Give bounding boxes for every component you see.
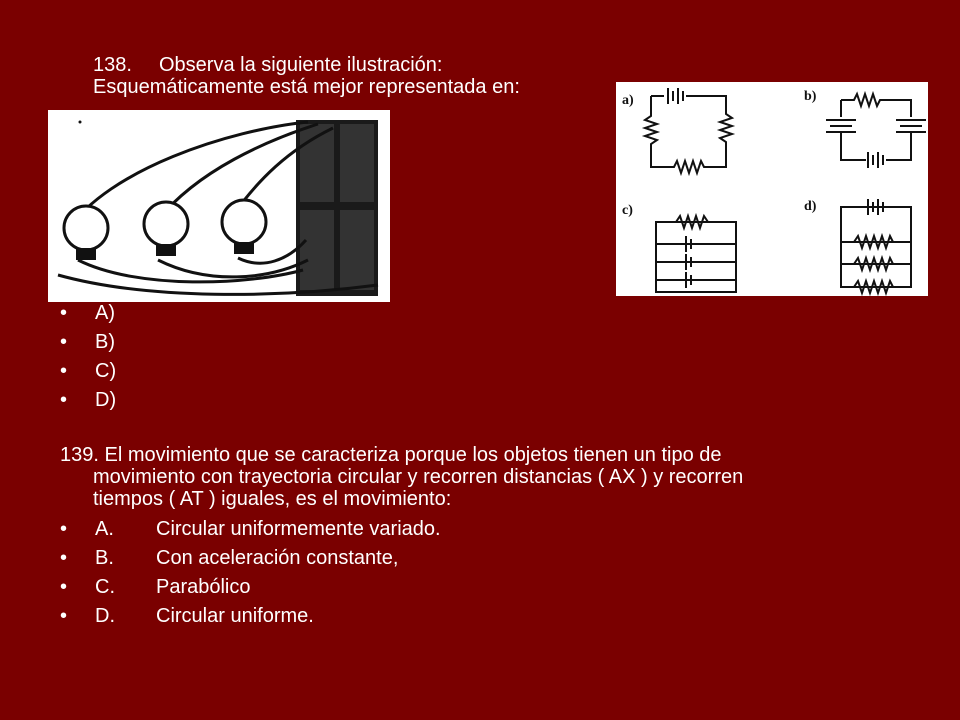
option-item[interactable]	[60, 576, 441, 605]
option-text: Circular uniformemente variado.	[156, 518, 441, 540]
light-bulb	[222, 200, 266, 244]
bullet: •	[60, 302, 68, 324]
question-139-options	[60, 518, 441, 634]
bullet: •	[60, 576, 68, 598]
question-prompt-line2: Esquemáticamente está mejor representada en:	[93, 76, 520, 98]
bullet: •	[60, 389, 68, 411]
option-text: Circular uniforme.	[156, 605, 314, 627]
bullet: •	[60, 360, 68, 382]
option-label: B)	[95, 331, 115, 353]
circuit-label-c: c)	[622, 203, 633, 218]
light-bulb	[64, 206, 108, 250]
option-letter: B.	[95, 547, 114, 569]
circuit-label-d: d)	[804, 199, 817, 214]
question-138-heading	[93, 54, 520, 98]
option-letter: A.	[95, 518, 114, 540]
speck	[79, 121, 82, 124]
option-item[interactable]	[60, 331, 116, 360]
option-item[interactable]	[60, 389, 116, 418]
circuit-diagrams	[616, 82, 928, 296]
question-139-line: tiempos ( AT ) iguales, es el movimiento:	[93, 488, 452, 510]
option-item[interactable]	[60, 360, 116, 389]
option-label: C)	[95, 360, 117, 382]
battery-cell	[300, 210, 334, 290]
bullet: •	[60, 547, 68, 569]
circuit-a-battery	[668, 88, 683, 104]
circuit-a	[645, 96, 732, 173]
bullet: •	[60, 605, 68, 627]
bullet: •	[60, 331, 68, 353]
question-139-line: 139. El movimiento que se caracteriza porque los objetos tienen un tipo de	[60, 444, 722, 466]
option-label: A)	[95, 302, 115, 324]
bulb-base	[76, 248, 96, 260]
option-item[interactable]	[60, 302, 116, 331]
question-139-line: movimiento con trayectoria circular y recorren distancias ( AX ) y recorren	[93, 466, 744, 488]
circuit-options-illustration	[616, 82, 928, 296]
option-item[interactable]	[60, 605, 441, 634]
battery-bulbs-illustration	[48, 110, 390, 302]
question-139-text	[60, 444, 900, 510]
option-letter: C.	[95, 576, 115, 598]
bulb-base	[234, 242, 254, 254]
battery-bulbs-drawing	[48, 110, 390, 302]
circuit-label-b: b)	[804, 89, 817, 104]
option-item[interactable]	[60, 518, 441, 547]
option-item[interactable]	[60, 547, 441, 576]
circuit-label-a: a)	[622, 93, 634, 108]
battery-cell	[340, 124, 374, 202]
option-text: Parabólico	[156, 576, 251, 598]
circuit-c	[656, 222, 736, 292]
option-text: Con aceleración constante,	[156, 547, 399, 569]
light-bulb	[144, 202, 188, 246]
battery-cell	[340, 210, 374, 290]
question-prompt: Observa la siguiente ilustración:	[159, 54, 443, 76]
bulb-base	[156, 244, 176, 256]
option-letter: D.	[95, 605, 115, 627]
question-138-options	[60, 302, 116, 418]
question-number: 138.	[93, 54, 132, 76]
circuit-d	[841, 207, 911, 287]
bullet: •	[60, 518, 68, 540]
option-label: D)	[95, 389, 117, 411]
